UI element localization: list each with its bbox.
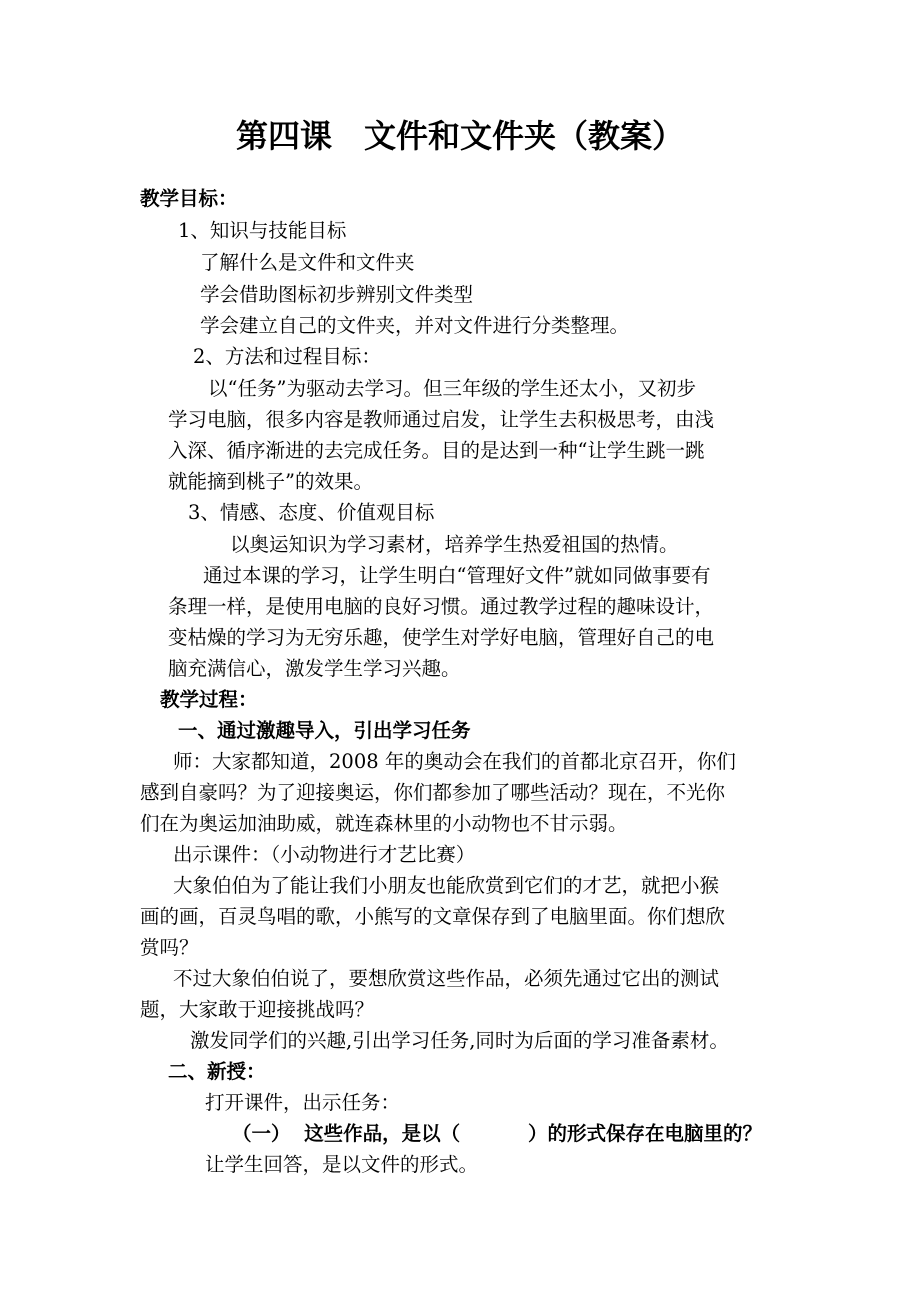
paragraph-line: 通过本课的学习，让学生明白“管理好文件”就如同做事要有 (203, 564, 711, 587)
paragraph-line: 就能摘到桃子”的效果。 (168, 470, 373, 493)
paragraph-line: 感到自豪吗？为了迎接奥运，你们都参加了哪些活动？现在，不光你 (140, 781, 726, 804)
section-heading-process: 教学过程： (160, 688, 258, 711)
page-title: 第四课 文件和文件夹（教案） (235, 117, 684, 155)
paragraph-line: 激发同学们的兴趣,引出学习任务,同时为后面的学习准备素材。 (190, 1029, 729, 1052)
paragraph-line: 变枯燥的学习为无穷乐趣，使学生对学好电脑，管理好自己的电 (168, 626, 715, 649)
paragraph-line: 学会借助图标初步辨别文件类型 (200, 283, 474, 306)
paragraph-line: 赏吗？ (140, 936, 199, 959)
paragraph-line: 让学生回答，是以文件的形式。 (205, 1153, 479, 1176)
paragraph-line: 题，大家敢于迎接挑战吗？ (140, 998, 375, 1021)
subsection-heading-intro: 一、通过激趣导入，引出学习任务 (178, 719, 471, 742)
paragraph-line: 学习电脑，很多内容是教师通过启发，让学生去积极思考，由浅 (168, 408, 715, 431)
paragraph-line: 脑充满信心，激发学生学习兴趣。 (168, 657, 461, 680)
task-question: （一） 这些作品，是以（ ）的形式保存在电脑里的？ (232, 1122, 762, 1145)
objective-heading-method: 2、方法和过程目标： (193, 345, 381, 368)
subsection-heading-new: 二、新授： (168, 1060, 266, 1083)
paragraph-line: 不过大象伯伯说了，要想欣赏这些作品，必须先通过它出的测试 (173, 967, 720, 990)
paragraph-line: 们在为奥运加油助威，就连森林里的小动物也不甘示弱。 (140, 812, 628, 835)
paragraph-line: 以“任务”为驱动去学习。但三年级的学生还太小，又初步 (208, 377, 696, 400)
paragraph-line: 以奥运知识为学习素材，培养学生热爱祖国的热情。 (230, 533, 679, 556)
paragraph-line: 学会建立自己的文件夹，并对文件进行分类整理。 (200, 314, 630, 337)
paragraph-line: 入深、循序渐进的去完成任务。目的是达到一种“让学生跳一跳 (168, 439, 705, 462)
paragraph-line: 师：大家都知道，2008 年的奥动会在我们的首都北京召开，你们 (173, 750, 736, 773)
section-heading-objectives: 教学目标： (140, 187, 238, 210)
paragraph-line: 了解什么是文件和文件夹 (200, 251, 415, 274)
paragraph-line: 大象伯伯为了能让我们小朋友也能欣赏到它们的才艺，就把小猴 (173, 874, 720, 897)
paragraph-line: 打开课件，出示任务： (205, 1091, 401, 1114)
paragraph-line: 条理一样，是使用电脑的良好习惯。通过教学过程的趣味设计， (168, 595, 715, 618)
objective-heading-emotion: 3、情感、态度、价值观目标 (188, 501, 435, 524)
paragraph-line: 画的画，百灵鸟唱的歌，小熊写的文章保存到了电脑里面。你们想欣 (140, 905, 726, 928)
paragraph-line: 出示课件：（小动物进行才艺比赛） (173, 843, 476, 866)
objective-heading-knowledge: 1、知识与技能目标 (178, 219, 347, 242)
